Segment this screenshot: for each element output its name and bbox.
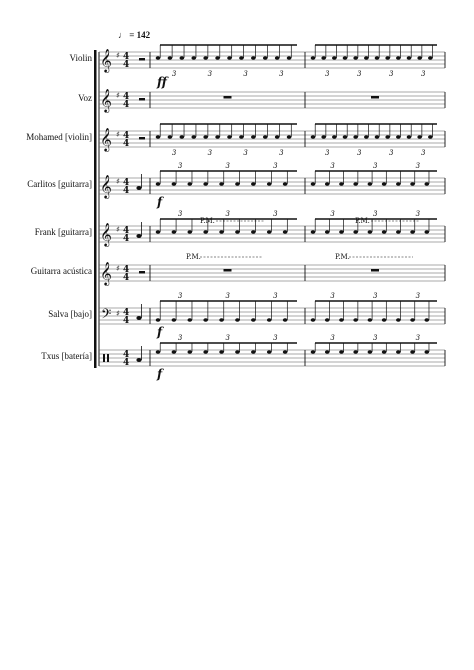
triplet-number: 3: [207, 149, 213, 157]
notehead: [353, 182, 358, 186]
notehead: [375, 56, 380, 60]
treble-clef-icon: 𝄞: [100, 222, 112, 246]
triplet-number: 3: [225, 162, 230, 170]
time-signature-bottom: 4: [123, 186, 130, 196]
notehead: [385, 135, 390, 139]
triplet-number: 3: [273, 292, 278, 300]
triplet-number: 3: [225, 210, 230, 218]
dynamic-marking: ff: [157, 75, 167, 89]
notehead: [424, 182, 429, 186]
notehead: [227, 135, 232, 139]
triplet-number: 3: [243, 149, 248, 157]
notehead: [396, 318, 401, 322]
notehead: [332, 56, 337, 60]
notehead: [203, 135, 208, 139]
notehead: [203, 182, 208, 186]
notehead: [311, 135, 316, 139]
notehead: [187, 318, 192, 322]
notehead: [382, 230, 387, 234]
notehead: [382, 182, 387, 186]
notehead: [353, 318, 358, 322]
notehead: [263, 56, 268, 60]
notehead: [263, 135, 268, 139]
notehead: [251, 230, 256, 234]
notehead: [156, 56, 161, 60]
notehead: [239, 135, 244, 139]
notehead: [203, 318, 208, 322]
notehead: [267, 318, 272, 322]
triplet-number: 3: [373, 162, 378, 170]
key-signature-sharp: ♯: [116, 177, 120, 186]
treble-clef-icon: 𝄞: [100, 261, 112, 285]
notehead: [156, 135, 161, 139]
instrument-name: Mohamed [violin]: [26, 132, 92, 142]
triplet-number: 3: [325, 70, 330, 78]
notehead: [311, 230, 316, 234]
notehead: [428, 56, 433, 60]
triplet-number: 3: [325, 149, 330, 157]
notehead: [283, 182, 288, 186]
time-signature-top: 4: [123, 308, 130, 318]
notehead: [325, 182, 330, 186]
notehead: [325, 230, 330, 234]
notehead: [267, 182, 272, 186]
notehead: [136, 186, 141, 190]
time-signature-top: 4: [123, 178, 130, 188]
notehead: [172, 230, 177, 234]
triplet-number: 3: [373, 210, 378, 218]
triplet-number: 3: [330, 162, 335, 170]
triplet-number: 3: [357, 70, 362, 78]
triplet-number: 3: [415, 162, 421, 170]
system-bracket: [94, 50, 97, 368]
notehead: [283, 230, 288, 234]
notehead: [251, 135, 256, 139]
notehead: [353, 230, 358, 234]
notehead: [339, 230, 344, 234]
notehead: [156, 350, 161, 354]
notehead: [172, 318, 177, 322]
notehead: [219, 318, 224, 322]
time-signature-top: 4: [123, 265, 130, 275]
instrument-name: Txus [batería]: [41, 351, 92, 361]
triplet-number: 3: [415, 210, 421, 218]
tempo-value: = 142: [129, 30, 151, 40]
notehead: [407, 56, 412, 60]
notehead: [172, 182, 177, 186]
notehead: [235, 318, 240, 322]
notehead: [343, 56, 348, 60]
notehead: [191, 135, 196, 139]
half-rest: [139, 271, 145, 274]
triplet-number: 3: [225, 334, 230, 342]
notehead: [321, 135, 326, 139]
half-rest: [139, 98, 145, 101]
half-rest: [139, 137, 145, 140]
notehead: [235, 350, 240, 354]
notehead: [417, 56, 422, 60]
notehead: [385, 56, 390, 60]
key-signature-sharp: ♯: [116, 225, 120, 234]
notehead: [428, 135, 433, 139]
triplet-number: 3: [225, 292, 230, 300]
triplet-number: 3: [177, 334, 183, 342]
dynamic-marking: f: [157, 195, 163, 209]
notehead: [275, 56, 280, 60]
notehead: [227, 56, 232, 60]
notehead: [219, 230, 224, 234]
notehead: [283, 350, 288, 354]
bass-clef-icon: 𝄢: [101, 306, 112, 325]
notehead: [407, 135, 412, 139]
notehead: [275, 135, 280, 139]
triplet-number: 3: [273, 162, 278, 170]
key-signature-sharp: ♯: [116, 130, 120, 139]
whole-rest: [371, 269, 379, 272]
triplet-number: 3: [330, 292, 335, 300]
instrument-name: Salva [bajo]: [48, 309, 92, 319]
time-signature-bottom: 4: [123, 358, 130, 368]
palm-mute-text: P.M.: [200, 217, 215, 225]
notehead: [417, 135, 422, 139]
triplet-number: 3: [279, 70, 284, 78]
triplet-number: 3: [357, 149, 362, 157]
notehead: [382, 350, 387, 354]
instrument-name: Guitarra acústica: [30, 266, 92, 276]
triplet-number: 3: [373, 334, 378, 342]
notehead: [364, 135, 369, 139]
triplet-number: 3: [273, 334, 278, 342]
triplet-number: 3: [421, 70, 426, 78]
notehead: [368, 182, 373, 186]
instrument-name: Carlitos [guitarra]: [27, 179, 92, 189]
triplet-number: 3: [273, 210, 278, 218]
treble-clef-icon: 𝄞: [100, 127, 112, 151]
notehead: [364, 56, 369, 60]
notehead: [267, 350, 272, 354]
time-signature-top: 4: [123, 92, 130, 102]
notehead: [187, 182, 192, 186]
notehead: [332, 135, 337, 139]
triplet-number: 3: [171, 149, 177, 157]
notehead: [168, 56, 173, 60]
notehead: [283, 318, 288, 322]
notehead: [203, 230, 208, 234]
whole-rest: [371, 96, 379, 99]
notehead: [156, 230, 161, 234]
percussion-clef-icon: [103, 354, 105, 362]
key-signature-sharp: ♯: [116, 264, 120, 273]
triplet-number: 3: [389, 70, 394, 78]
quarter-note-icon: ♩: [118, 30, 127, 40]
notehead: [410, 182, 415, 186]
time-signature-bottom: 4: [123, 273, 130, 283]
notehead: [424, 350, 429, 354]
notehead: [368, 318, 373, 322]
notehead: [136, 358, 141, 362]
notehead: [191, 56, 196, 60]
notehead: [410, 230, 415, 234]
time-signature-top: 4: [123, 131, 130, 141]
triplet-number: 3: [177, 162, 183, 170]
dynamic-marking: f: [157, 325, 163, 339]
dynamic-marking: f: [157, 367, 163, 381]
notehead: [382, 318, 387, 322]
half-rest: [139, 58, 145, 61]
notehead: [424, 230, 429, 234]
notehead: [287, 56, 292, 60]
notehead: [235, 182, 240, 186]
triplet-number: 3: [389, 149, 394, 157]
notehead: [136, 234, 141, 238]
notehead: [203, 350, 208, 354]
triplet-number: 3: [415, 292, 421, 300]
notehead: [343, 135, 348, 139]
triplet-number: 3: [207, 70, 213, 78]
notehead: [311, 56, 316, 60]
time-signature-bottom: 4: [123, 139, 130, 149]
treble-clef-icon: 𝄞: [100, 88, 112, 112]
notehead: [168, 135, 173, 139]
notehead: [215, 135, 220, 139]
triplet-number: 3: [243, 70, 248, 78]
instrument-name: Frank [guitarra]: [34, 227, 92, 237]
notehead: [136, 316, 141, 320]
triplet-number: 3: [373, 292, 378, 300]
notehead: [215, 56, 220, 60]
notehead: [219, 182, 224, 186]
notehead: [368, 350, 373, 354]
triplet-number: 3: [330, 334, 335, 342]
notehead: [339, 182, 344, 186]
notehead: [396, 182, 401, 186]
notehead: [287, 135, 292, 139]
notehead: [396, 56, 401, 60]
notehead: [396, 230, 401, 234]
time-signature-bottom: 4: [123, 60, 130, 70]
triplet-number: 3: [421, 149, 426, 157]
notehead: [187, 350, 192, 354]
triplet-number: 3: [177, 210, 183, 218]
key-signature-sharp: ♯: [116, 91, 120, 100]
triplet-number: 3: [171, 70, 177, 78]
key-signature-sharp: ♯: [116, 309, 120, 318]
notehead: [396, 135, 401, 139]
notehead: [180, 135, 185, 139]
notehead: [424, 318, 429, 322]
notehead: [267, 230, 272, 234]
key-signature-sharp: ♯: [116, 51, 120, 60]
notehead: [251, 350, 256, 354]
percussion-clef-icon: [107, 354, 109, 362]
notehead: [325, 350, 330, 354]
notehead: [251, 56, 256, 60]
triplet-number: 3: [177, 292, 183, 300]
notehead: [410, 350, 415, 354]
notehead: [311, 318, 316, 322]
notehead: [172, 350, 177, 354]
notehead: [156, 182, 161, 186]
notehead: [311, 182, 316, 186]
triplet-number: 3: [279, 149, 284, 157]
notehead: [353, 135, 358, 139]
time-signature-top: 4: [123, 350, 130, 360]
whole-rest: [224, 96, 232, 99]
notehead: [239, 56, 244, 60]
time-signature-top: 4: [123, 226, 130, 236]
notehead: [180, 56, 185, 60]
notehead: [353, 56, 358, 60]
time-signature-bottom: 4: [123, 100, 130, 110]
notehead: [396, 350, 401, 354]
notehead: [325, 318, 330, 322]
notehead: [251, 318, 256, 322]
instrument-name: Voz: [78, 93, 92, 103]
notehead: [187, 230, 192, 234]
whole-rest: [224, 269, 232, 272]
treble-clef-icon: 𝄞: [100, 48, 112, 72]
notehead: [251, 182, 256, 186]
notehead: [321, 56, 326, 60]
notehead: [353, 350, 358, 354]
time-signature-bottom: 4: [123, 234, 130, 244]
palm-mute-text: P.M.: [186, 253, 201, 261]
notehead: [203, 56, 208, 60]
notehead: [156, 318, 161, 322]
instrument-name: Violin: [69, 53, 92, 63]
notehead: [311, 350, 316, 354]
notehead: [410, 318, 415, 322]
notehead: [219, 350, 224, 354]
notehead: [368, 230, 373, 234]
time-signature-top: 4: [123, 52, 130, 62]
notehead: [339, 350, 344, 354]
palm-mute-text: P.M.: [335, 253, 350, 261]
palm-mute-text: P.M.: [355, 217, 370, 225]
notehead: [339, 318, 344, 322]
tempo-marking: [118, 30, 150, 40]
time-signature-bottom: 4: [123, 316, 130, 326]
triplet-number: 3: [415, 334, 421, 342]
notehead: [375, 135, 380, 139]
notehead: [235, 230, 240, 234]
triplet-number: 3: [330, 210, 335, 218]
treble-clef-icon: 𝄞: [100, 174, 112, 198]
